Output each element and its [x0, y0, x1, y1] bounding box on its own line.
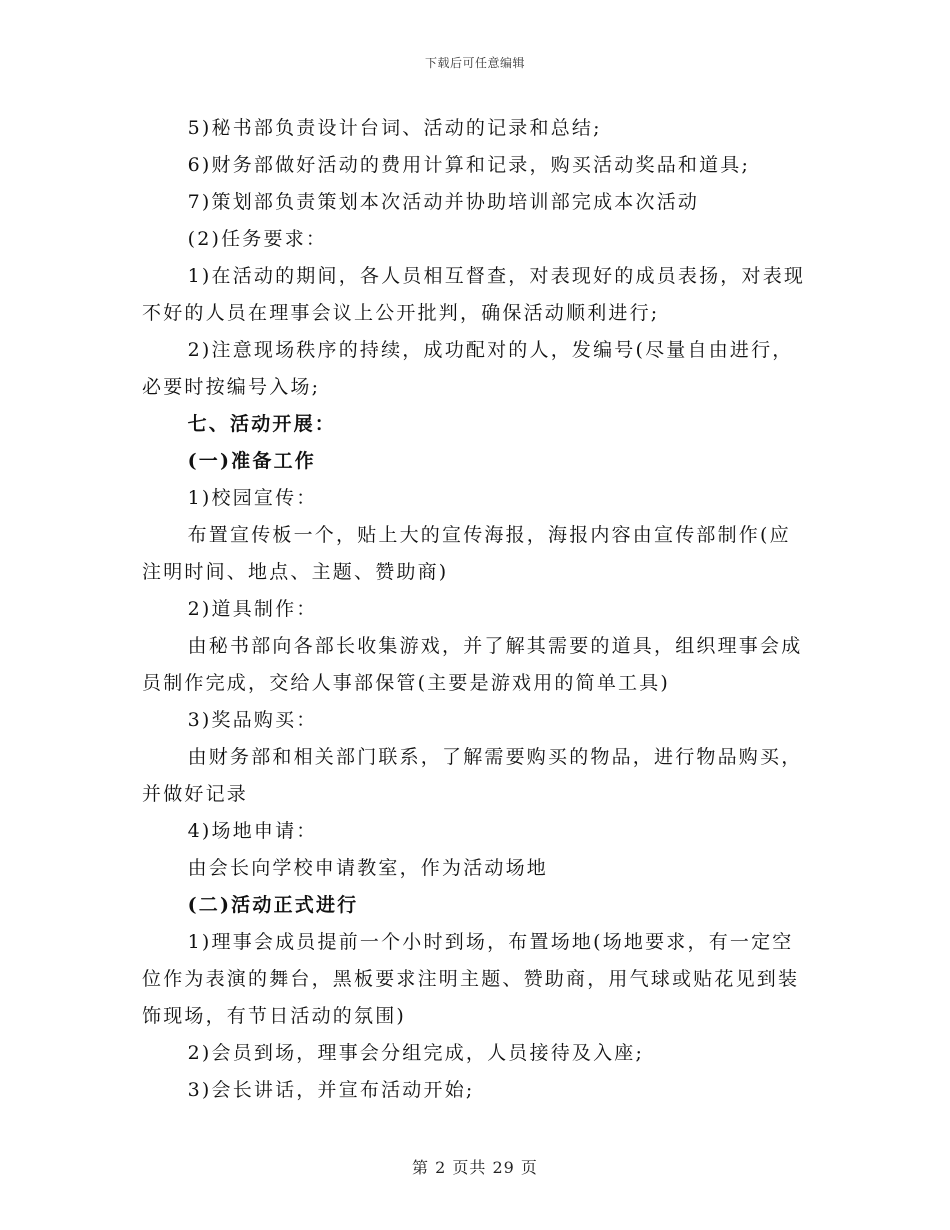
paragraph: 2)注意现场秩序的持续，成功配对的人，发编号(尽量自由进行，必要时按编号入场; — [142, 339, 794, 398]
paragraph: 3)会长讲话，并宣布活动开始; — [187, 1079, 475, 1101]
page-header: 下载后可任意编辑 — [424, 56, 525, 70]
paragraph: 7)策划部负责策划本次活动并协助培训部完成本次活动 — [187, 191, 700, 213]
paragraph: 2)会员到场，理事会分组完成，人员接待及入座; — [187, 1042, 645, 1064]
paragraph: (2)任务要求： — [187, 228, 328, 250]
paragraph: 3)奖品购买： — [187, 709, 318, 731]
paragraph: 由秘书部向各部长收集游戏，并了解其需要的道具，组织理事会成员制作完成，交给人事部保管(主要是游戏用的简单工具) — [142, 635, 803, 694]
paragraph: 1)在活动的期间，各人员相互督查，对表现好的成员表扬，对表现不好的人员在理事会议上公开批判，确保活动顺利进行; — [142, 265, 806, 324]
paragraph: 6)财务部做好活动的费用计算和记录，购买活动奖品和道具; — [187, 154, 751, 176]
paragraph: 1)理事会成员提前一个小时到场，布置场地(场地要求，有一定空位作为表演的舞台，黑板要求注明主题、赞助商，用气球或贴花见到装饰现场，有节日活动的氛围) — [142, 931, 800, 1027]
subsection-heading: (一)准备工作 — [187, 450, 316, 472]
paragraph: 由会长向学校申请教室，作为活动场地 — [187, 857, 548, 879]
document-body — [142, 110, 810, 1109]
paragraph: 5)秘书部负责设计台词、活动的记录和总结; — [187, 117, 602, 139]
page-number: 第 2 页共 29 页 — [412, 1158, 538, 1177]
paragraph: 1)校园宣传： — [187, 487, 318, 509]
section-heading: 七、活动开展： — [187, 413, 336, 435]
paragraph: 布置宣传板一个，贴上大的宣传海报，海报内容由宣传部制作(应注明时间、地点、主题、赞助商) — [142, 524, 791, 583]
paragraph: 4)场地申请： — [187, 820, 318, 842]
subsection-heading: (二)活动正式进行 — [187, 894, 359, 916]
paragraph: 由财务部和相关部门联系，了解需要购买的物品，进行物品购买，并做好记录 — [142, 746, 803, 805]
paragraph: 2)道具制作： — [187, 598, 318, 620]
